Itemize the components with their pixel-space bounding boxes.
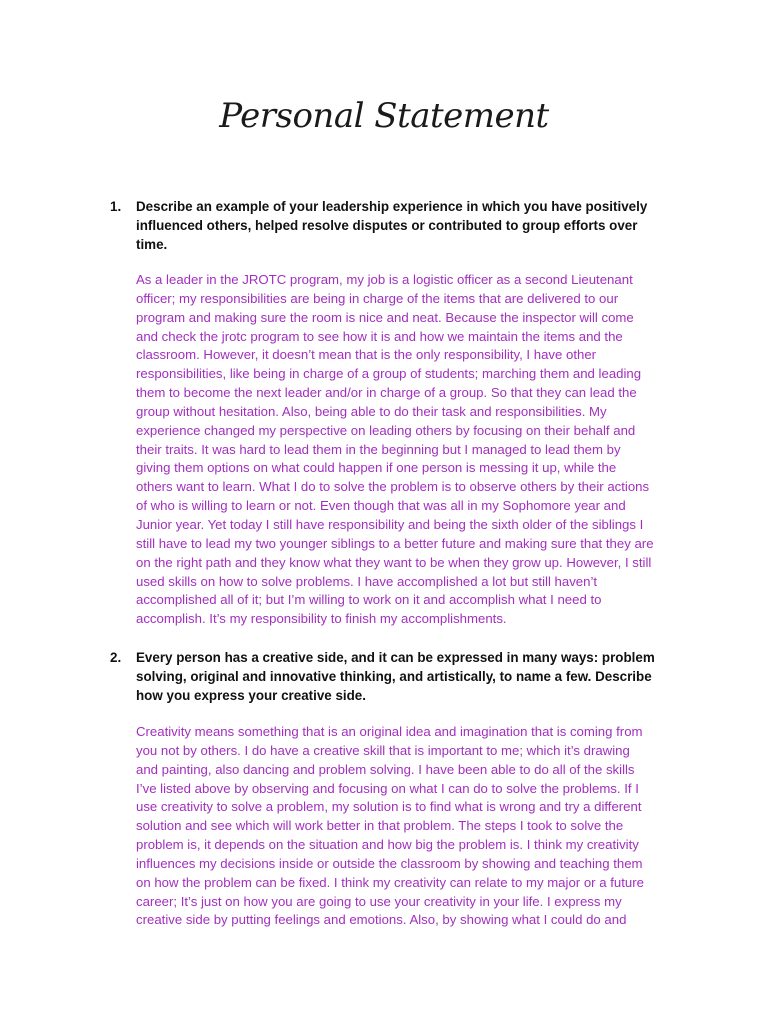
question-prompt bbox=[136, 197, 672, 254]
answer-line: As a leader in the JROTC program, my job is a logistic officer as a second Lieutenant bbox=[136, 272, 633, 287]
answer-line: I’ve listed above by observing and focusing on what I can do to solve the problems. If I bbox=[136, 780, 639, 796]
answer-line: responsibilities, like being in charge of a group of students; marching them and leading bbox=[136, 366, 642, 382]
answer-line: on the right path and they know what they want to be when they grow up. However, I still bbox=[136, 554, 652, 570]
question-number: 2. bbox=[110, 650, 122, 665]
answer-2 bbox=[136, 723, 676, 930]
answer-line: giving them options on what could happen if one person is messing it up, while the bbox=[136, 460, 617, 476]
answer-line: problem is, it depends on the situation and how big the problem is. I think my creativity bbox=[136, 837, 639, 853]
answer-line: used skills on how to solve problems. I have accomplished a lot but still haven’t bbox=[136, 573, 598, 589]
answer-line: influences my decisions inside or outside the classroom by showing and teaching them bbox=[136, 855, 643, 871]
prompt-line: influenced others, helped resolve disputes or contributed to group efforts over bbox=[136, 218, 638, 233]
prompt-line: Every person has a creative side, and it can be expressed in many ways: problem bbox=[136, 650, 655, 665]
answer-line: solution and see which will work better in that problem. The steps I took to solve the bbox=[136, 818, 624, 834]
answer-line: program and making sure the room is nice and neat. Because the inspector will come bbox=[136, 309, 634, 325]
answer-line: of who is willing to learn or not. Even though that was all in my Sophomore year and bbox=[136, 498, 626, 514]
answer-line: others want to learn. What I do to solve the problem is to observe others by their actions bbox=[136, 479, 650, 495]
page-title: Personal Statement bbox=[219, 96, 549, 136]
answer-line: and painting, also dancing and problem solving. I have been able to do all of the skills bbox=[136, 761, 635, 777]
prompt-line: solving, original and innovative thinking, and artistically, to name a few. Describe bbox=[136, 669, 652, 684]
answer-line: classroom. However, it doesn’t mean that is the only responsibility, I have other bbox=[136, 347, 597, 363]
answer-line: their traits. It was hard to lead them in the beginning but I managed to lead them by bbox=[136, 441, 621, 457]
answer-line: Creativity means something that is an original idea and imagination that is coming from bbox=[136, 724, 643, 739]
answer-line: use creativity to solve a problem, my solution is to find what is wrong and try a different bbox=[136, 799, 642, 815]
prompt-line: Describe an example of your leadership experience in which you have positively bbox=[136, 199, 648, 214]
answer-line: career; It’s just on how you are going to use your creativity in your life. I express my bbox=[136, 893, 622, 909]
question-prompt bbox=[136, 648, 672, 705]
answer-line: them to become the next leader and/or in charge of a group. So that they can lead the bbox=[136, 385, 637, 401]
answer-line: creative side by putting feelings and emotions. Also, by showing what I could do and bbox=[136, 912, 627, 928]
answer-line: on how the problem can be fixed. I think my creativity can relate to my major or a future bbox=[136, 874, 644, 890]
answer-line: group without hesitation. Also, being able to do their task and responsibilities. My bbox=[136, 403, 607, 419]
prompt-line: how you express your creative side. bbox=[136, 688, 366, 703]
answer-line: accomplished all of it; but I’m willing to work on it and accomplish what I need to bbox=[136, 592, 602, 608]
answer-line: officer; my responsibilities are being in charge of the items that are delivered to our bbox=[136, 290, 619, 306]
answer-line: experience changed my perspective on leading others by focusing on their behalf and bbox=[136, 422, 636, 438]
question-2 bbox=[112, 648, 672, 705]
answer-line: Junior year. Yet today I still have responsibility and being the sixth older of the siblings I bbox=[136, 516, 644, 532]
answer-1 bbox=[136, 271, 676, 629]
answer-line: still have to lead my two younger siblings to a better future and making sure that they are bbox=[136, 535, 654, 551]
answer-line: you not by others. I do have a creative skill that is important to me; which it’s drawing bbox=[136, 742, 630, 758]
answer-line: and check the jrotc program to see how it is and how we maintain the items and the bbox=[136, 328, 623, 344]
prompt-line: time. bbox=[136, 237, 168, 252]
question-1 bbox=[112, 197, 672, 254]
question-number: 1. bbox=[110, 199, 122, 214]
answer-line: accomplish. It’s my responsibility to finish my accomplishments. bbox=[136, 611, 507, 627]
